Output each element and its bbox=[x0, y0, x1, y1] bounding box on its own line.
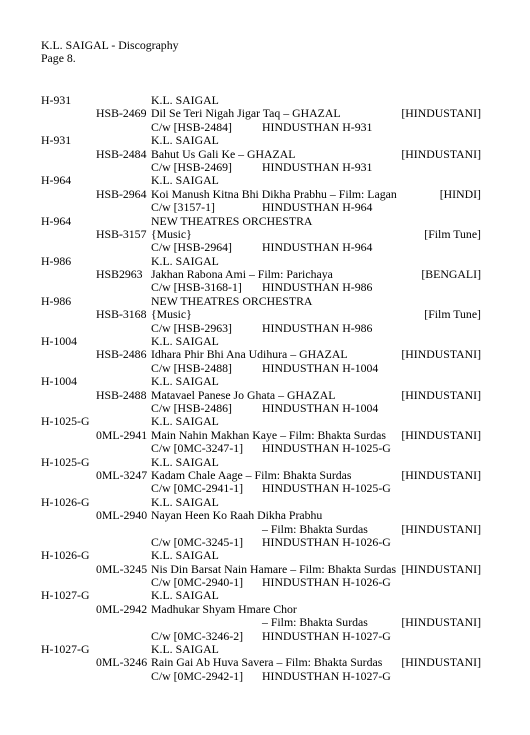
song-title: Nayan Heen Ko Raah Dikha Prabhu bbox=[151, 508, 323, 523]
matrix-number: 0ML-3247 bbox=[96, 467, 148, 482]
language-tag: [HINDUSTANI] bbox=[401, 655, 481, 670]
entry-title-row bbox=[0, 268, 530, 281]
matrix-number: 0ML-3246 bbox=[96, 655, 148, 670]
record-number: H-931 bbox=[41, 93, 72, 107]
artist-name: NEW THEATRES ORCHESTRA bbox=[151, 293, 313, 308]
matrix-number: HSB2963 bbox=[96, 267, 143, 282]
coupled-with: C/w [HSB-2964] bbox=[151, 240, 232, 255]
artist-name: K.L. SAIGAL bbox=[151, 454, 219, 469]
entry-coupling-row bbox=[0, 630, 530, 643]
discography-entry bbox=[0, 215, 530, 255]
language-tag: [HINDUSTANI] bbox=[401, 347, 481, 362]
artist-name: K.L. SAIGAL bbox=[151, 588, 219, 603]
language-tag: [Film Tune] bbox=[424, 226, 481, 241]
language-tag: [HINDUSTANI] bbox=[401, 387, 481, 402]
language-tag: [HINDUSTANI] bbox=[401, 561, 481, 576]
entry-title-row bbox=[0, 348, 530, 361]
discography-entry bbox=[0, 134, 530, 174]
coupled-with: C/w [HSB-2488] bbox=[151, 360, 232, 375]
discography-entry bbox=[0, 589, 530, 643]
coupled-with: C/w [HSB-2963] bbox=[151, 320, 232, 335]
artist-name: NEW THEATRES ORCHESTRA bbox=[151, 213, 313, 228]
coupled-with: C/w [0MC-2941-1] bbox=[151, 481, 244, 496]
entry-title-continued-row bbox=[0, 616, 530, 629]
artist-name: K.L. SAIGAL bbox=[151, 374, 219, 389]
entry-title-row bbox=[0, 389, 530, 402]
artist-name: K.L. SAIGAL bbox=[151, 414, 219, 429]
entry-title-row bbox=[0, 107, 530, 120]
document-title: K.L. SAIGAL - Discography bbox=[41, 38, 179, 52]
song-title: Jakhan Rabona Ami – Film: Parichaya bbox=[151, 267, 333, 282]
entry-title-row bbox=[0, 563, 530, 576]
entry-header-row bbox=[0, 549, 530, 562]
artist-name: K.L. SAIGAL bbox=[151, 494, 219, 509]
entry-title-row bbox=[0, 308, 530, 321]
entry-coupling-row bbox=[0, 121, 530, 134]
record-label: HINDUSTHAN H-964 bbox=[262, 200, 373, 215]
entry-coupling-row bbox=[0, 241, 530, 254]
entry-coupling-row bbox=[0, 442, 530, 455]
coupled-with: C/w [3157-1] bbox=[151, 200, 215, 215]
entry-header-row bbox=[0, 134, 530, 147]
matrix-number: HSB-2486 bbox=[96, 347, 147, 362]
entry-coupling-row bbox=[0, 322, 530, 335]
matrix-number: HSB-2488 bbox=[96, 387, 147, 402]
record-number: H-1004 bbox=[41, 334, 78, 349]
song-title-continued: – Film: Bhakta Surdas bbox=[262, 615, 368, 630]
record-number: H-1026-G bbox=[41, 548, 90, 563]
matrix-number: HSB-2964 bbox=[96, 186, 147, 201]
language-tag: [HINDUSTANI] bbox=[401, 427, 481, 442]
record-label: HINDUSTHAN H-986 bbox=[262, 320, 373, 335]
matrix-number: HSB-2484 bbox=[96, 146, 147, 161]
record-number: H-931 bbox=[41, 133, 72, 148]
artist-name: K.L. SAIGAL bbox=[151, 548, 219, 563]
record-label: HINDUSTHAN H-964 bbox=[262, 240, 373, 255]
entry-title-row bbox=[0, 509, 530, 522]
entry-header-row bbox=[0, 496, 530, 509]
record-number: H-1027-G bbox=[41, 588, 90, 603]
entry-header-row bbox=[0, 589, 530, 602]
matrix-number: 0ML-2940 bbox=[96, 508, 148, 523]
discography-entry bbox=[0, 94, 530, 134]
entry-coupling-row bbox=[0, 281, 530, 294]
discography-entry bbox=[0, 643, 530, 683]
discography-entry bbox=[0, 295, 530, 335]
song-title: Rain Gai Ab Huva Savera – Film: Bhakta Surdas bbox=[151, 655, 383, 670]
record-label: HINDUSTHAN H-1026-G bbox=[262, 575, 391, 590]
language-tag: [HINDUSTANI] bbox=[401, 615, 481, 630]
record-label: HINDUSTHAN H-1004 bbox=[262, 400, 379, 415]
entry-header-row bbox=[0, 415, 530, 428]
record-number: H-986 bbox=[41, 253, 72, 268]
discography-entry bbox=[0, 375, 530, 415]
page-header bbox=[41, 39, 179, 66]
song-title: Koi Manush Kitna Bhi Dikha Prabhu – Film: Lagan bbox=[151, 186, 397, 201]
artist-name: K.L. SAIGAL bbox=[151, 173, 219, 188]
record-number: H-1025-G bbox=[41, 414, 90, 429]
record-label: HINDUSTHAN H-1025-G bbox=[262, 441, 391, 456]
entry-coupling-row bbox=[0, 362, 530, 375]
entry-coupling-row bbox=[0, 402, 530, 415]
entry-header-row bbox=[0, 215, 530, 228]
entry-header-row bbox=[0, 255, 530, 268]
song-title: Nis Din Barsat Nain Hamare – Film: Bhakta Surdas bbox=[151, 561, 397, 576]
song-title: Matavael Panese Jo Ghata – GHAZAL bbox=[151, 387, 336, 402]
matrix-number: 0ML-2942 bbox=[96, 601, 148, 616]
discography-entry bbox=[0, 496, 530, 550]
coupled-with: C/w [0MC-2942-1] bbox=[151, 668, 244, 683]
language-tag: [HINDI] bbox=[439, 186, 481, 201]
record-number: H-964 bbox=[41, 213, 72, 228]
entry-header-row bbox=[0, 456, 530, 469]
song-title: {Music} bbox=[151, 307, 192, 322]
entry-header-row bbox=[0, 295, 530, 308]
entry-header-row bbox=[0, 174, 530, 187]
record-label: HINDUSTHAN H-1027-G bbox=[262, 668, 391, 683]
coupled-with: C/w [0MC-3247-1] bbox=[151, 441, 244, 456]
matrix-number: 0ML-2941 bbox=[96, 427, 148, 442]
song-title: {Music} bbox=[151, 226, 192, 241]
coupled-with: C/w [0MC-3245-1] bbox=[151, 534, 244, 549]
coupled-with: C/w [0MC-2940-1] bbox=[151, 575, 244, 590]
song-title: Main Nahin Makhan Kaye – Film: Bhakta Surdas bbox=[151, 427, 386, 442]
record-label: HINDUSTHAN H-1025-G bbox=[262, 481, 391, 496]
entry-coupling-row bbox=[0, 576, 530, 589]
song-title: Bahut Us Gali Ke – GHAZAL bbox=[151, 146, 296, 161]
language-tag: [HINDUSTANI] bbox=[401, 146, 481, 161]
entry-title-row bbox=[0, 148, 530, 161]
record-number: H-1004 bbox=[41, 374, 78, 389]
artist-name: K.L. SAIGAL bbox=[151, 93, 219, 107]
coupled-with: C/w [0MC-3246-2] bbox=[151, 628, 244, 643]
song-title: Idhara Phir Bhi Ana Udihura – GHAZAL bbox=[151, 347, 348, 362]
coupled-with: C/w [HSB-3168-1] bbox=[151, 280, 242, 295]
entry-title-row bbox=[0, 469, 530, 482]
entry-coupling-row bbox=[0, 482, 530, 495]
language-tag: [HINDUSTANI] bbox=[401, 467, 481, 482]
record-label: HINDUSTHAN H-1026-G bbox=[262, 534, 391, 549]
record-label: HINDUSTHAN H-1027-G bbox=[262, 628, 391, 643]
entry-title-row bbox=[0, 188, 530, 201]
entry-title-row bbox=[0, 656, 530, 669]
language-tag: [HINDUSTANI] bbox=[401, 521, 481, 536]
language-tag: [Film Tune] bbox=[424, 307, 481, 322]
entry-coupling-row bbox=[0, 201, 530, 214]
record-number: H-986 bbox=[41, 293, 72, 308]
record-label: HINDUSTHAN H-931 bbox=[262, 159, 373, 174]
song-title: Kadam Chale Aage – Film: Bhakta Surdas bbox=[151, 467, 352, 482]
entry-header-row bbox=[0, 375, 530, 388]
coupled-with: C/w [HSB-2469] bbox=[151, 159, 232, 174]
entry-coupling-row bbox=[0, 536, 530, 549]
record-label: HINDUSTHAN H-1004 bbox=[262, 360, 379, 375]
record-number: H-1026-G bbox=[41, 494, 90, 509]
language-tag: [HINDUSTANI] bbox=[401, 106, 481, 121]
discography-entry bbox=[0, 415, 530, 455]
entry-title-row bbox=[0, 429, 530, 442]
entry-header-row bbox=[0, 94, 530, 107]
entry-header-row bbox=[0, 335, 530, 348]
entry-coupling-row bbox=[0, 161, 530, 174]
song-title: Dil Se Teri Nigah Jigar Taq – GHAZAL bbox=[151, 106, 341, 121]
discography-entry bbox=[0, 549, 530, 589]
discography-entry bbox=[0, 174, 530, 214]
discography-entry bbox=[0, 255, 530, 295]
record-number: H-1027-G bbox=[41, 642, 90, 657]
artist-name: K.L. SAIGAL bbox=[151, 642, 219, 657]
record-number: H-1025-G bbox=[41, 454, 90, 469]
song-title-continued: – Film: Bhakta Surdas bbox=[262, 521, 368, 536]
page-number: Page 8. bbox=[41, 51, 76, 66]
artist-name: K.L. SAIGAL bbox=[151, 334, 219, 349]
entry-title-continued-row bbox=[0, 523, 530, 536]
language-tag: [BENGALI] bbox=[421, 267, 481, 282]
entry-title-row bbox=[0, 228, 530, 241]
matrix-number: HSB-3157 bbox=[96, 226, 147, 241]
artist-name: K.L. SAIGAL bbox=[151, 133, 219, 148]
record-label: HINDUSTHAN H-931 bbox=[262, 119, 373, 134]
matrix-number: 0ML-3245 bbox=[96, 561, 148, 576]
matrix-number: HSB-2469 bbox=[96, 106, 147, 121]
artist-name: K.L. SAIGAL bbox=[151, 253, 219, 268]
discography-entries bbox=[0, 94, 530, 683]
discography-entry bbox=[0, 335, 530, 375]
song-title: Madhukar Shyam Hmare Chor bbox=[151, 601, 297, 616]
matrix-number: HSB-3168 bbox=[96, 307, 147, 322]
record-number: H-964 bbox=[41, 173, 72, 188]
entry-coupling-row bbox=[0, 670, 530, 683]
coupled-with: C/w [HSB-2486] bbox=[151, 400, 232, 415]
coupled-with: C/w [HSB-2484] bbox=[151, 119, 232, 134]
entry-header-row bbox=[0, 643, 530, 656]
discography-entry bbox=[0, 456, 530, 496]
record-label: HINDUSTHAN H-986 bbox=[262, 280, 373, 295]
entry-title-row bbox=[0, 603, 530, 616]
